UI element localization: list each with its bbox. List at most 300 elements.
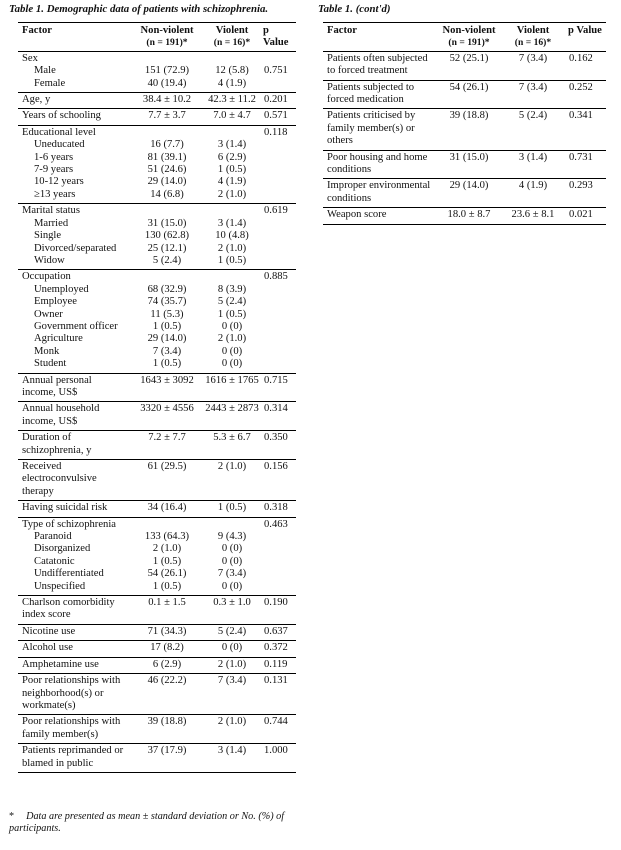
factor-text: Received — [22, 461, 62, 472]
pvalue-text: 0.162 — [569, 52, 593, 64]
nonviolent-text: 71 (34.3) — [147, 625, 187, 637]
violent-text — [501, 65, 565, 77]
table-row — [18, 204, 296, 270]
pvalue-text: 0.350 — [264, 432, 288, 444]
pvalue-text: 0.744 — [264, 716, 288, 728]
violent-text: 5 (2.4) — [217, 296, 247, 308]
table-header-row — [323, 23, 606, 52]
factor-cell — [323, 109, 437, 150]
pvalue-text: 0.571 — [264, 110, 288, 122]
violent-text: 3 (1.4) — [217, 139, 247, 151]
factor-text: Age, y — [22, 94, 51, 106]
pvalue-text — [264, 218, 296, 230]
factor-text: Agriculture — [34, 333, 83, 345]
nonviolent-text: 1 (0.5) — [152, 358, 182, 370]
pvalue-cell — [260, 93, 296, 109]
factor-cell — [18, 517, 130, 595]
pvalue-text — [569, 123, 606, 135]
violent-text: 2 (1.0) — [217, 333, 247, 345]
violent-cell — [204, 624, 260, 640]
pvalue-text — [264, 53, 296, 65]
nonviolent-text — [130, 758, 204, 770]
factor-cell — [18, 501, 130, 517]
table-header-row — [18, 23, 296, 52]
violent-cell — [204, 270, 260, 373]
pvalue-text — [264, 321, 296, 333]
violent-cell — [204, 501, 260, 517]
factor-text: conditions — [327, 192, 372, 204]
nonviolent-text — [130, 205, 204, 217]
pvalue-text — [569, 164, 606, 176]
violent-text: 7.0 ± 4.7 — [213, 110, 251, 122]
factor-text: others — [327, 135, 353, 147]
table-row — [18, 109, 296, 125]
factor-text: Alcohol use — [22, 642, 73, 654]
nonviolent-cell — [130, 204, 204, 270]
table-caption-right: Table 1. (cont'd) — [318, 3, 391, 15]
factor-text: Nicotine use — [22, 625, 76, 637]
violent-text — [501, 94, 565, 106]
violent-cell — [204, 125, 260, 203]
nonviolent-text: 17 (8.2) — [150, 642, 184, 654]
pvalue-cell — [260, 51, 296, 92]
factor-text: Unemployed — [34, 283, 89, 295]
nonviolent-text — [130, 729, 204, 741]
nonviolent-cell — [437, 51, 501, 80]
pvalue-cell — [565, 150, 606, 179]
table-row — [18, 431, 296, 460]
header-factor: Factor — [18, 23, 130, 52]
factor-cell — [323, 51, 437, 80]
nonviolent-text: 7.7 ± 3.7 — [148, 110, 186, 122]
nonviolent-text: 52 (25.1) — [449, 52, 489, 64]
factor-text: to forced treatment — [327, 65, 408, 77]
header-nonviolent: Non-violent (n = 191)* — [437, 23, 501, 52]
pvalue-text — [264, 700, 296, 712]
violent-text — [204, 205, 260, 217]
pvalue-text: 0.021 — [569, 209, 593, 221]
pvalue-text — [264, 729, 296, 741]
nonviolent-text — [437, 135, 501, 147]
pvalue-text: 0.341 — [569, 110, 593, 122]
violent-cell — [204, 674, 260, 715]
factor-text: Widow — [34, 254, 65, 266]
pvalue-text — [264, 581, 296, 593]
header-violent: Violent (n = 16)* — [204, 23, 260, 52]
violent-text — [204, 486, 260, 498]
pvalue-cell — [260, 204, 296, 270]
violent-text: 0 (0) — [221, 642, 243, 654]
factor-text: 7-9 years — [34, 164, 74, 176]
nonviolent-text: 14 (6.8) — [150, 188, 184, 200]
violent-text: 0 (0) — [221, 320, 243, 332]
nonviolent-text: 1 (0.5) — [152, 555, 182, 567]
table-row — [323, 51, 606, 80]
factor-text: 10-12 years — [34, 176, 84, 188]
table-row — [18, 460, 296, 501]
factor-text: Annual personal — [22, 374, 92, 386]
factor-text: Owner — [34, 308, 63, 320]
violent-cell — [204, 204, 260, 270]
violent-text: 4 (1.9) — [518, 180, 548, 192]
pvalue-text: 1.000 — [264, 745, 288, 757]
pvalue-text — [264, 189, 296, 201]
pvalue-text — [264, 486, 296, 498]
pvalue-cell — [260, 715, 296, 744]
pvalue-cell — [260, 744, 296, 773]
factor-cell — [18, 402, 130, 431]
factor-text: Paranoid — [34, 531, 72, 543]
nonviolent-cell — [130, 674, 204, 715]
factor-cell — [18, 657, 130, 673]
pvalue-text — [264, 78, 296, 90]
violent-text: 5 (2.4) — [518, 110, 548, 122]
factor-text: Improper environmental — [327, 180, 431, 192]
pvalue-cell — [565, 179, 606, 208]
factor-text: Amphetamine use — [22, 658, 99, 670]
pvalue-text: 0.314 — [264, 403, 288, 415]
violent-text — [204, 127, 260, 139]
nonviolent-cell — [130, 596, 204, 625]
violent-cell — [204, 51, 260, 92]
pvalue-text — [264, 531, 296, 543]
factor-text: Sex — [22, 52, 38, 64]
pvalue-text: 0.751 — [264, 65, 288, 77]
nonviolent-text: 39 (18.8) — [449, 110, 489, 122]
nonviolent-text: 25 (12.1) — [147, 242, 187, 254]
pvalue-text: 0.715 — [264, 374, 288, 386]
table-caption-left: Table 1. Demographic data of patients with schizophrenia. — [9, 3, 269, 15]
violent-cell — [204, 93, 260, 109]
pvalue-text — [264, 609, 296, 621]
pvalue-cell — [260, 624, 296, 640]
nonviolent-cell — [130, 641, 204, 657]
factor-text: Having suicidal risk — [22, 502, 108, 514]
factor-cell — [18, 715, 130, 744]
table-row — [18, 657, 296, 673]
pvalue-text — [264, 473, 296, 485]
violent-text: 0 (0) — [221, 580, 243, 592]
violent-text — [501, 193, 565, 205]
pvalue-text — [569, 193, 606, 205]
nonviolent-cell — [437, 179, 501, 208]
pvalue-cell — [260, 109, 296, 125]
nonviolent-text: 68 (32.9) — [147, 283, 187, 295]
factor-cell — [18, 641, 130, 657]
violent-text: 2 (1.0) — [217, 658, 247, 670]
nonviolent-text: 5 (2.4) — [152, 254, 182, 266]
violent-text: 6 (2.9) — [217, 151, 247, 163]
pvalue-text: 0.372 — [264, 642, 288, 654]
table-row — [18, 624, 296, 640]
pvalue-text — [264, 296, 296, 308]
nonviolent-cell — [130, 125, 204, 203]
factor-text: forced medication — [327, 94, 404, 106]
nonviolent-text: 3320 ± 4556 — [140, 403, 194, 415]
violent-text: 3 (1.4) — [217, 745, 247, 757]
table-row — [323, 208, 606, 224]
violent-text: 2 (1.0) — [217, 716, 247, 728]
nonviolent-text: 74 (35.7) — [147, 296, 187, 308]
header-nonviolent: Non-violent (n = 191)* — [130, 23, 204, 52]
pvalue-text — [264, 139, 296, 151]
violent-text: 0 (0) — [221, 543, 243, 555]
violent-text — [204, 53, 260, 65]
violent-cell — [501, 51, 565, 80]
pvalue-cell — [565, 51, 606, 80]
violent-text: 0.3 ± 1.0 — [213, 597, 251, 609]
factor-cell — [18, 93, 130, 109]
violent-text — [501, 164, 565, 176]
factor-text: Male — [34, 65, 56, 77]
violent-text: 0 (0) — [221, 358, 243, 370]
nonviolent-cell — [130, 270, 204, 373]
violent-text: 7 (3.4) — [518, 81, 548, 93]
pvalue-cell — [260, 517, 296, 595]
violent-text — [204, 700, 260, 712]
nonviolent-text — [130, 416, 204, 428]
nonviolent-cell — [130, 109, 204, 125]
violent-cell — [204, 657, 260, 673]
factor-text: Undifferentiated — [34, 568, 104, 580]
factor-text: schizophrenia, y — [22, 444, 92, 456]
factor-cell — [18, 596, 130, 625]
violent-text: 2 (1.0) — [217, 242, 247, 254]
pvalue-cell — [260, 460, 296, 501]
nonviolent-text — [130, 473, 204, 485]
factor-cell — [18, 51, 130, 92]
factor-text: Educational level — [22, 126, 96, 138]
pvalue-text — [264, 445, 296, 457]
nonviolent-cell — [437, 208, 501, 224]
pvalue-cell — [565, 80, 606, 109]
nonviolent-text: 1 (0.5) — [152, 320, 182, 332]
pvalue-text — [264, 387, 296, 399]
violent-text: 1616 ± 1765 — [205, 374, 259, 386]
violent-text — [204, 729, 260, 741]
pvalue-cell — [565, 208, 606, 224]
nonviolent-text: 0.1 ± 1.5 — [148, 597, 186, 609]
violent-text — [204, 387, 260, 399]
violent-text: 42.3 ± 11.2 — [208, 94, 256, 106]
nonviolent-text: 34 (16.4) — [147, 502, 187, 514]
violent-text — [204, 416, 260, 428]
violent-text: 10 (4.8) — [215, 230, 249, 242]
pvalue-text — [264, 243, 296, 255]
table-row — [18, 744, 296, 773]
nonviolent-text — [130, 387, 204, 399]
violent-text: 12 (5.8) — [215, 65, 249, 77]
pvalue-cell — [260, 270, 296, 373]
nonviolent-text: 29 (14.0) — [449, 180, 489, 192]
table-row — [18, 715, 296, 744]
nonviolent-cell — [130, 460, 204, 501]
violent-cell — [501, 109, 565, 150]
pvalue-text: 0.731 — [569, 151, 593, 163]
violent-cell — [204, 641, 260, 657]
header-violent: Violent (n = 16)* — [501, 23, 565, 52]
nonviolent-text — [437, 94, 501, 106]
nonviolent-cell — [130, 402, 204, 431]
factor-text: family member(s) or — [327, 122, 415, 134]
nonviolent-cell — [130, 657, 204, 673]
pvalue-text: 0.318 — [264, 502, 288, 514]
factor-text: electroconvulsive — [22, 473, 97, 485]
pvalue-text: 0.252 — [569, 81, 593, 93]
nonviolent-text — [130, 271, 204, 283]
nonviolent-cell — [130, 93, 204, 109]
nonviolent-text — [130, 127, 204, 139]
pvalue-cell — [260, 641, 296, 657]
factor-text: Poor housing and home — [327, 151, 428, 163]
violent-text: 1 (0.5) — [217, 502, 247, 514]
nonviolent-text: 133 (64.3) — [144, 531, 190, 543]
factor-text: income, US$ — [22, 415, 78, 427]
factor-text: Catatonic — [34, 555, 75, 567]
nonviolent-cell — [437, 109, 501, 150]
nonviolent-text: 18.0 ± 8.7 — [447, 209, 491, 221]
pvalue-text: 0.463 — [264, 518, 288, 530]
nonviolent-text — [130, 609, 204, 621]
pvalue-text — [264, 346, 296, 358]
nonviolent-text — [437, 123, 501, 135]
table-row — [18, 402, 296, 431]
violent-text: 23.6 ± 8.1 — [511, 209, 555, 221]
nonviolent-cell — [437, 80, 501, 109]
factor-cell — [18, 674, 130, 715]
nonviolent-text — [130, 688, 204, 700]
table-row — [18, 125, 296, 203]
factor-text: Employee — [34, 296, 77, 308]
nonviolent-text: 7.2 ± 7.7 — [148, 432, 186, 444]
demographic-table-continued — [323, 22, 606, 225]
violent-cell — [204, 744, 260, 773]
factor-text: Patients often subjected — [327, 52, 428, 64]
factor-text: Disorganized — [34, 543, 91, 555]
violent-text: 7 (3.4) — [217, 675, 247, 687]
factor-text: Patients subjected to — [327, 81, 415, 93]
factor-text: Poor relationships with — [22, 716, 121, 728]
factor-text: index score — [22, 609, 71, 621]
violent-text: 2443 ± 2873 — [205, 403, 259, 415]
factor-text: Government officer — [34, 320, 118, 332]
factor-text: Patients criticised by — [327, 110, 416, 122]
table-row — [323, 150, 606, 179]
factor-cell — [18, 270, 130, 373]
violent-text — [204, 688, 260, 700]
factor-text: Unspecified — [34, 580, 86, 592]
violent-text — [501, 135, 565, 147]
violent-cell — [204, 517, 260, 595]
nonviolent-cell — [130, 624, 204, 640]
table-row — [18, 501, 296, 517]
pvalue-text: 0.637 — [264, 625, 288, 637]
violent-text: 5 (2.4) — [217, 625, 247, 637]
nonviolent-text — [130, 519, 204, 531]
factor-text: Occupation — [22, 271, 71, 283]
pvalue-text: 0.118 — [264, 126, 288, 138]
nonviolent-text — [437, 65, 501, 77]
violent-cell — [204, 460, 260, 501]
factor-cell — [18, 744, 130, 773]
pvalue-text — [569, 94, 606, 106]
nonviolent-text — [437, 164, 501, 176]
pvalue-text — [264, 333, 296, 345]
nonviolent-text: 1 (0.5) — [152, 580, 182, 592]
factor-text: ≥13 years — [34, 188, 76, 200]
pvalue-text — [264, 164, 296, 176]
pvalue-text — [264, 358, 296, 370]
factor-cell — [18, 624, 130, 640]
factor-cell — [18, 431, 130, 460]
pvalue-text — [264, 543, 296, 555]
nonviolent-text: 1643 ± 3092 — [140, 374, 194, 386]
violent-text: 9 (4.3) — [217, 531, 247, 543]
violent-cell — [501, 208, 565, 224]
factor-text: income, US$ — [22, 386, 78, 398]
nonviolent-text: 61 (29.5) — [147, 461, 187, 472]
nonviolent-text: 31 (15.0) — [147, 217, 187, 229]
nonviolent-cell — [130, 51, 204, 92]
violent-cell — [204, 373, 260, 402]
nonviolent-text: 54 (26.1) — [147, 568, 187, 580]
pvalue-text — [264, 416, 296, 428]
violent-cell — [204, 431, 260, 460]
pvalue-text — [264, 758, 296, 770]
factor-text: blamed in public — [22, 757, 94, 769]
nonviolent-text: 29 (14.0) — [147, 176, 187, 188]
violent-text — [204, 473, 260, 485]
pvalue-cell — [260, 657, 296, 673]
pvalue-text: 0.201 — [264, 94, 288, 106]
factor-text: Female — [34, 77, 66, 89]
pvalue-text — [264, 556, 296, 568]
factor-text: Single — [34, 230, 62, 242]
pvalue-cell — [260, 596, 296, 625]
factor-cell — [323, 150, 437, 179]
nonviolent-text: 51 (24.6) — [147, 164, 187, 176]
pvalue-text — [264, 255, 296, 267]
factor-text: Patients reprimanded or — [22, 745, 124, 757]
violent-text: 4 (1.9) — [217, 176, 247, 188]
demographic-table — [18, 22, 296, 773]
footnote-marker: * — [9, 811, 15, 822]
factor-text: Marital status — [22, 205, 80, 217]
pvalue-text — [569, 135, 606, 147]
pvalue-text — [264, 568, 296, 580]
factor-text: therapy — [22, 485, 54, 497]
violent-cell — [204, 109, 260, 125]
nonviolent-cell — [130, 744, 204, 773]
nonviolent-text: 54 (26.1) — [449, 81, 489, 93]
factor-text: Years of schooling — [22, 110, 101, 122]
factor-text: Type of schizophrenia — [22, 518, 116, 530]
violent-text — [204, 519, 260, 531]
pvalue-cell — [260, 402, 296, 431]
violent-text — [501, 123, 565, 135]
table-row — [18, 641, 296, 657]
factor-cell — [18, 373, 130, 402]
table-row — [18, 373, 296, 402]
pvalue-cell — [260, 373, 296, 402]
factor-cell — [18, 109, 130, 125]
nonviolent-cell — [130, 373, 204, 402]
header-pvalue: p Value — [565, 23, 606, 52]
pvalue-text: 0.131 — [264, 675, 288, 687]
pvalue-cell — [260, 431, 296, 460]
nonviolent-text: 151 (72.9) — [144, 65, 190, 77]
nonviolent-text: 16 (7.7) — [150, 139, 184, 151]
